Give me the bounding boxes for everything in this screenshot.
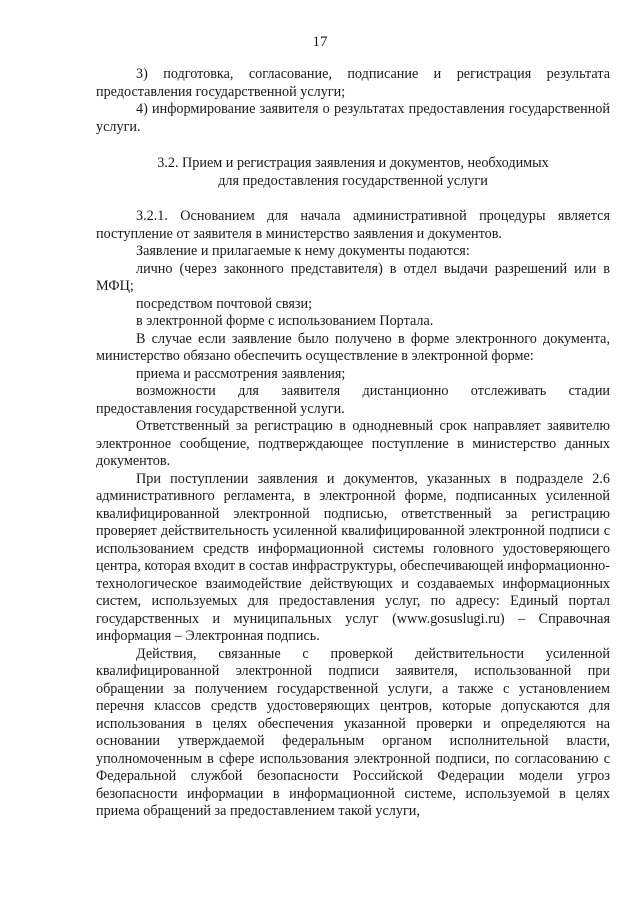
list-item: 3) подготовка, согласование, подписание и регистрация результата предоставления государственной услуги;: [96, 66, 610, 100]
list-item: 4) информирование заявителя о результатах предоставления государственной услуги.: [96, 101, 610, 135]
paragraph: Заявление и прилагаемые к нему документы подаются:: [136, 243, 470, 259]
page-number: 17: [312, 34, 328, 50]
paragraph: Действия, связанные с проверкой действительности усиленной квалифицированной электронной подписи заявителя, использованной при обращении за получением государственной услуги, а также с установлением перечня классов средств удостоверяющих центров, которые допускаются для использования в целях обеспечения указанной проверки и определяются на основании утверждаемой федеральным органом исполнительной власти, уполномоченным в сфере использования электронной подписи, по согласованию с Федеральной службой безопасности Российской Федерации модели угроз безопасности информации в информационной системе, используемой в целях приема обращений за предоставлением такой услуги,: [96, 645, 610, 819]
section-title: [96, 154, 610, 190]
paragraph: 3.2.1. Основанием для начала административной процедуры является поступление от заявителя в министерство заявления и документов.: [96, 208, 610, 242]
paragraph: приема и рассмотрения заявления;: [136, 365, 346, 382]
section-title-line: 3.2. Прием и регистрация заявления и документов, необходимых: [157, 155, 549, 171]
paragraph: в электронной форме с использованием Портала.: [136, 313, 434, 329]
section-title-line: для предоставления государственной услуги: [218, 173, 488, 189]
paragraph: посредством почтовой связи;: [136, 295, 313, 312]
paragraph: При поступлении заявления и документов, указанных в подразделе 2.6 административного регламента, в электронной форме, подписанных усиленной квалифицированной электронной подписью, ответственный за регистрацию проверяет действительность усиленной квалифицированной электронной подписи с использованием средств информационной системы головного удостоверяющего центра, которая входит в состав инфраструктуры, обеспечивающей информационно-технологическое взаимодействие действующих и создаваемых информационных систем, используемых для предоставления услуг, по адресу: Единый портал государственных и муниципальных услуг (www.gosuslugi.ru) – Справочная информация – Электронная подпись.: [96, 470, 610, 644]
document-body: [96, 66, 610, 821]
paragraph: возможности для заявителя дистанционно отслеживать стадии предоставления государственной услуги.: [96, 383, 610, 417]
paragraph: лично (через законного представителя) в отдел выдачи разрешений или в МФЦ;: [96, 260, 610, 294]
paragraph: В случае если заявление было получено в форме электронного документа, министерство обязано обеспечить осуществление в электронной форме:: [96, 330, 610, 364]
paragraph: Ответственный за регистрацию в однодневный срок направляет заявителю электронное сообщение, подтверждающее поступление в министерство данных документов.: [96, 418, 610, 469]
